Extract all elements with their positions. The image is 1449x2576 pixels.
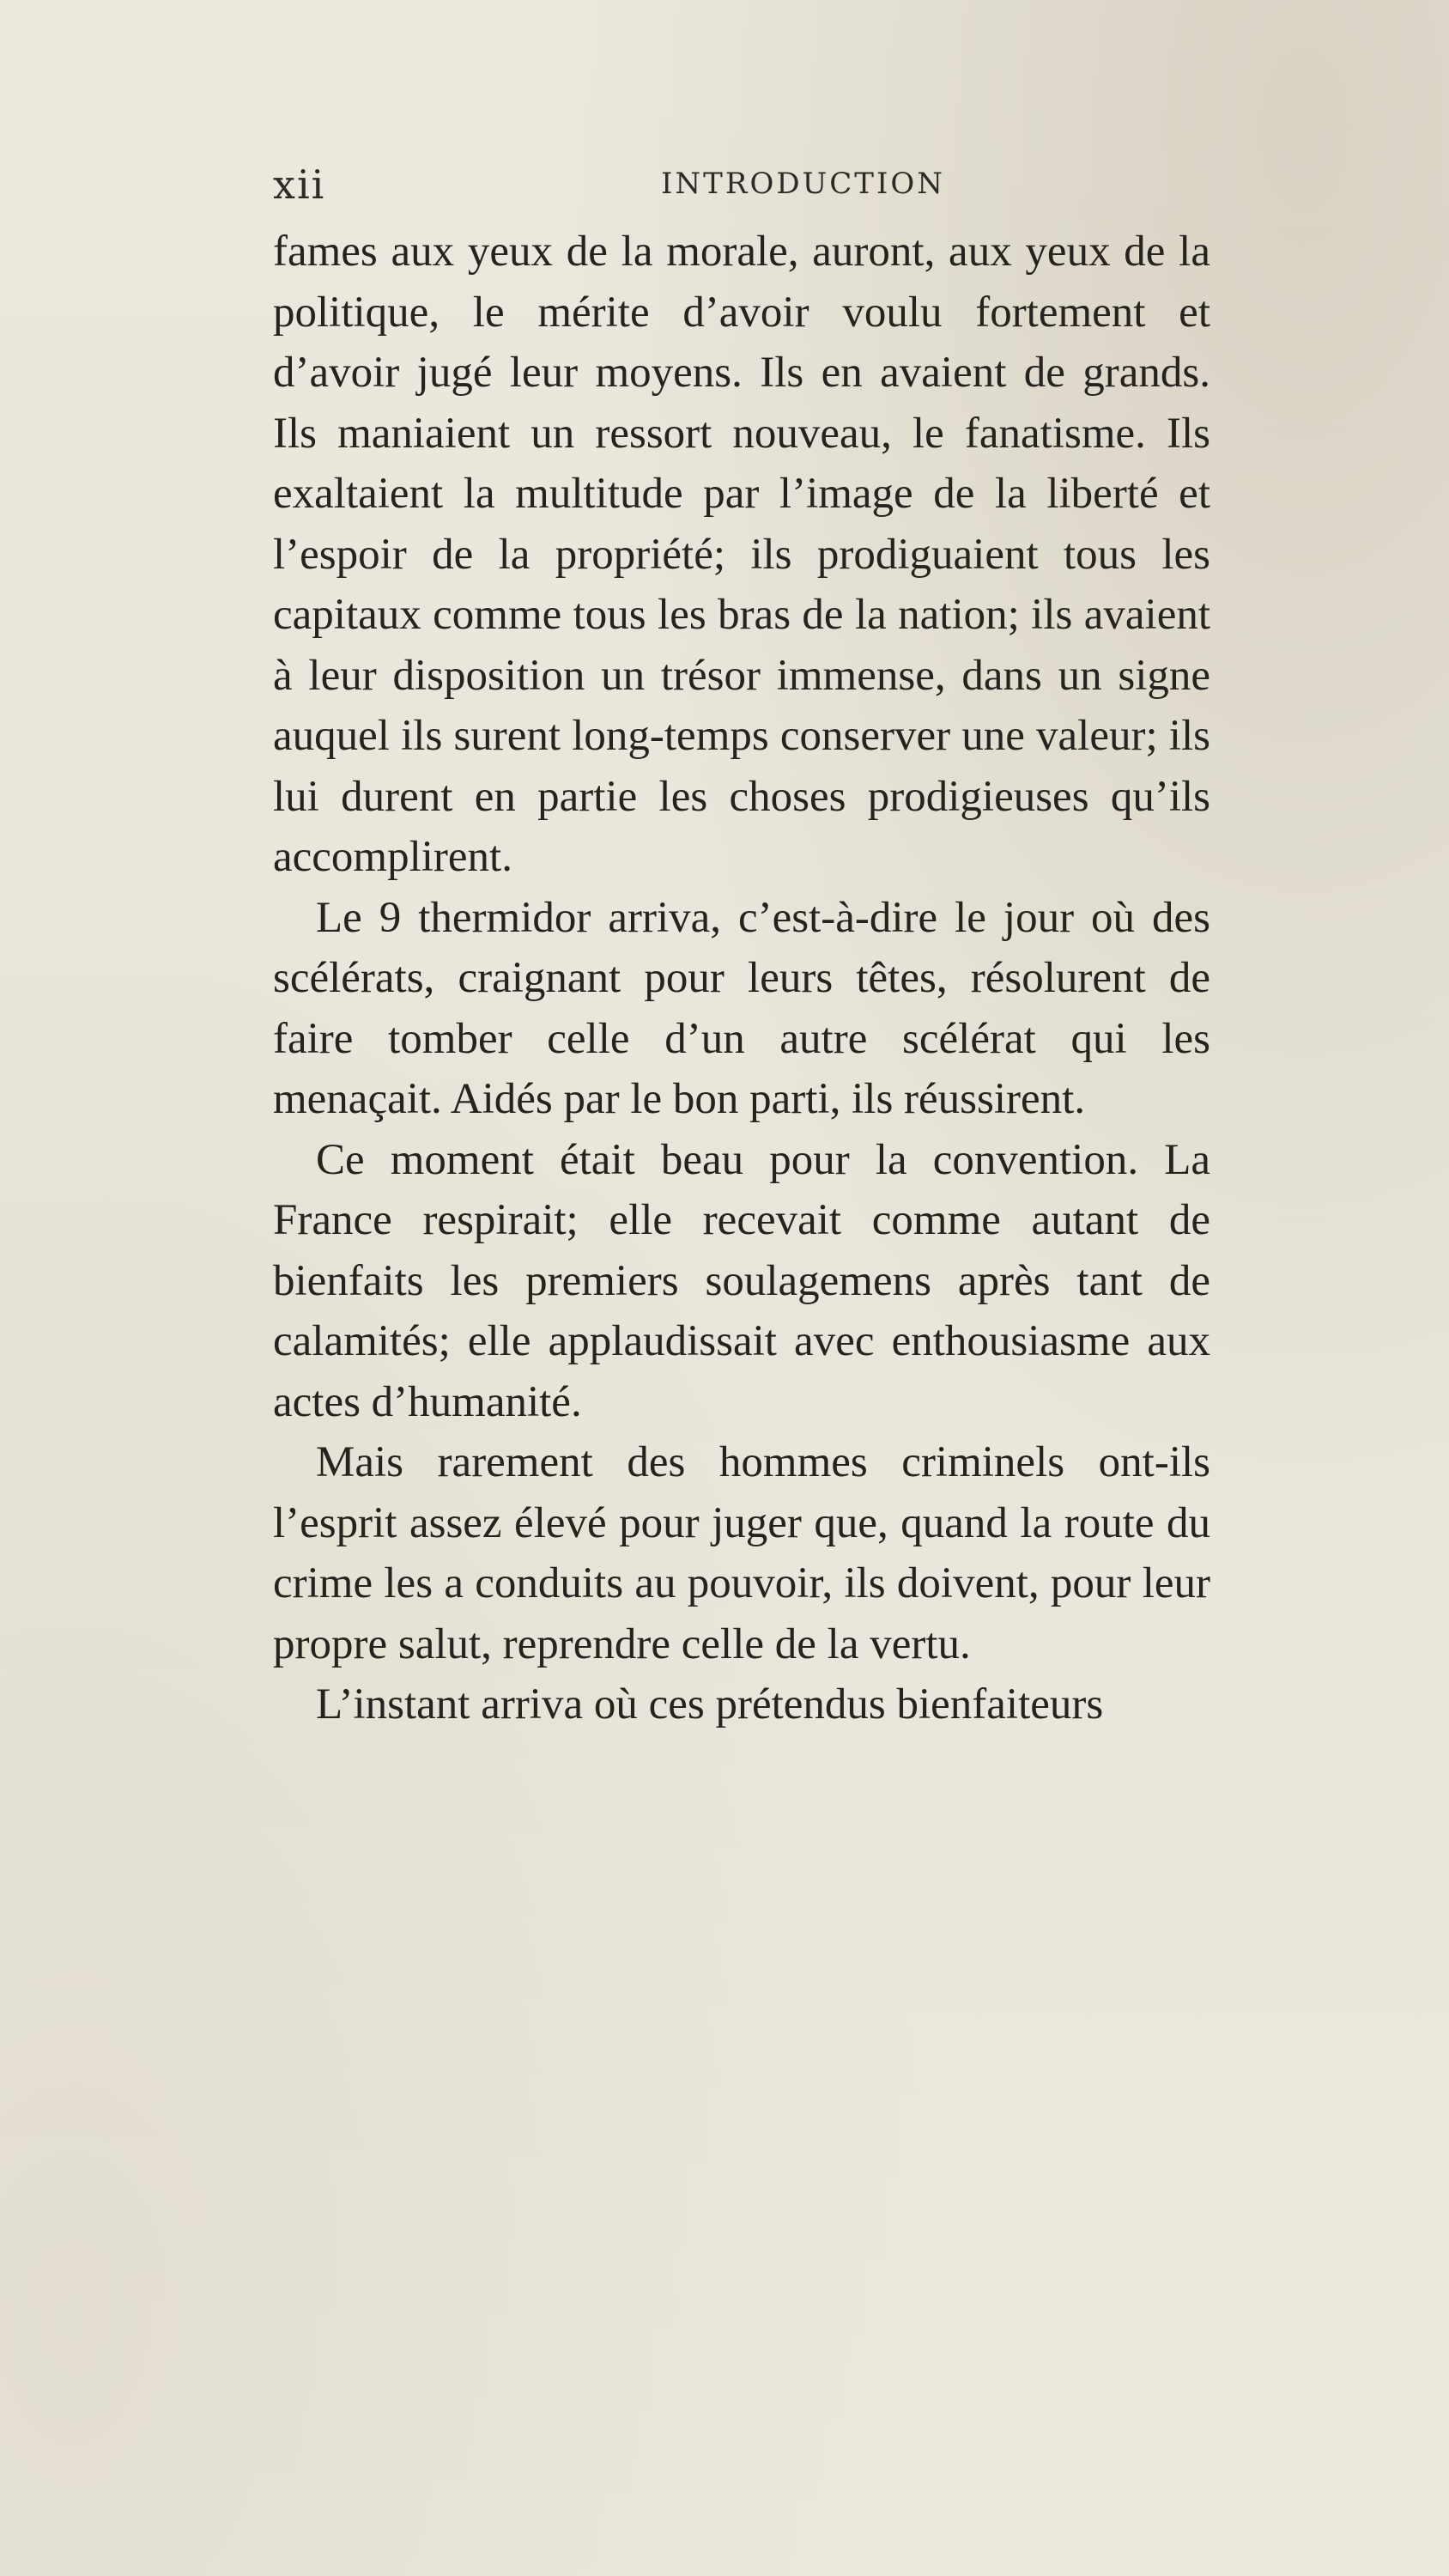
running-head [273, 161, 1200, 213]
paragraph-criminels: Mais rarement des hommes criminels ont-ils l’esprit assez élevé pour juger que, quand la route du crime les a conduits au pouvoir, ils doivent, pour leur propre salut, reprendre celle de la vertu. [273, 1438, 1210, 1668]
paragraph-thermidor: Le 9 thermidor arriva, c’est-à-dire le jour où des scélérats, craignant pour leurs têtes, résolurent de faire tomber celle d’un autre scélérat qui les menaçait. Aidés par le bon parti, ils réussirent. [273, 893, 1210, 1123]
page-number: xii [273, 161, 326, 208]
running-title: INTRODUCTION [661, 167, 945, 201]
paragraph-bienfaiteurs: L’instant arriva où ces prétendus bienfaiteurs [316, 1680, 1104, 1728]
paragraph-continuation: fames aux yeux de la morale, auront, aux yeux de la politique, le mérite d’avoir voulu fortement et d’avoir jugé leur moyens. Ils en avaient de grands. Ils maniaient un ressort nouveau, le fanatisme. Ils exaltaient la multitude par l’image de la liberté et l’espoir de la propriété; ils prodiguaient tous les capitaux comme tous les bras de la nation; ils avaient à leur disposition un trésor immense, dans un signe auquel ils surent long-temps conserver une valeur; ils lui durent en partie les choses prodigieuses qu’ils accomplirent. [273, 228, 1210, 881]
paragraph-convention: Ce moment était beau pour la convention. La France respirait; elle recevait comme autant de bienfaits les premiers soulagemens après tant de calamités; elle applaudissait avec enthousiasme aux actes d’humanité. [273, 1135, 1210, 1426]
body-text [273, 222, 1210, 1735]
